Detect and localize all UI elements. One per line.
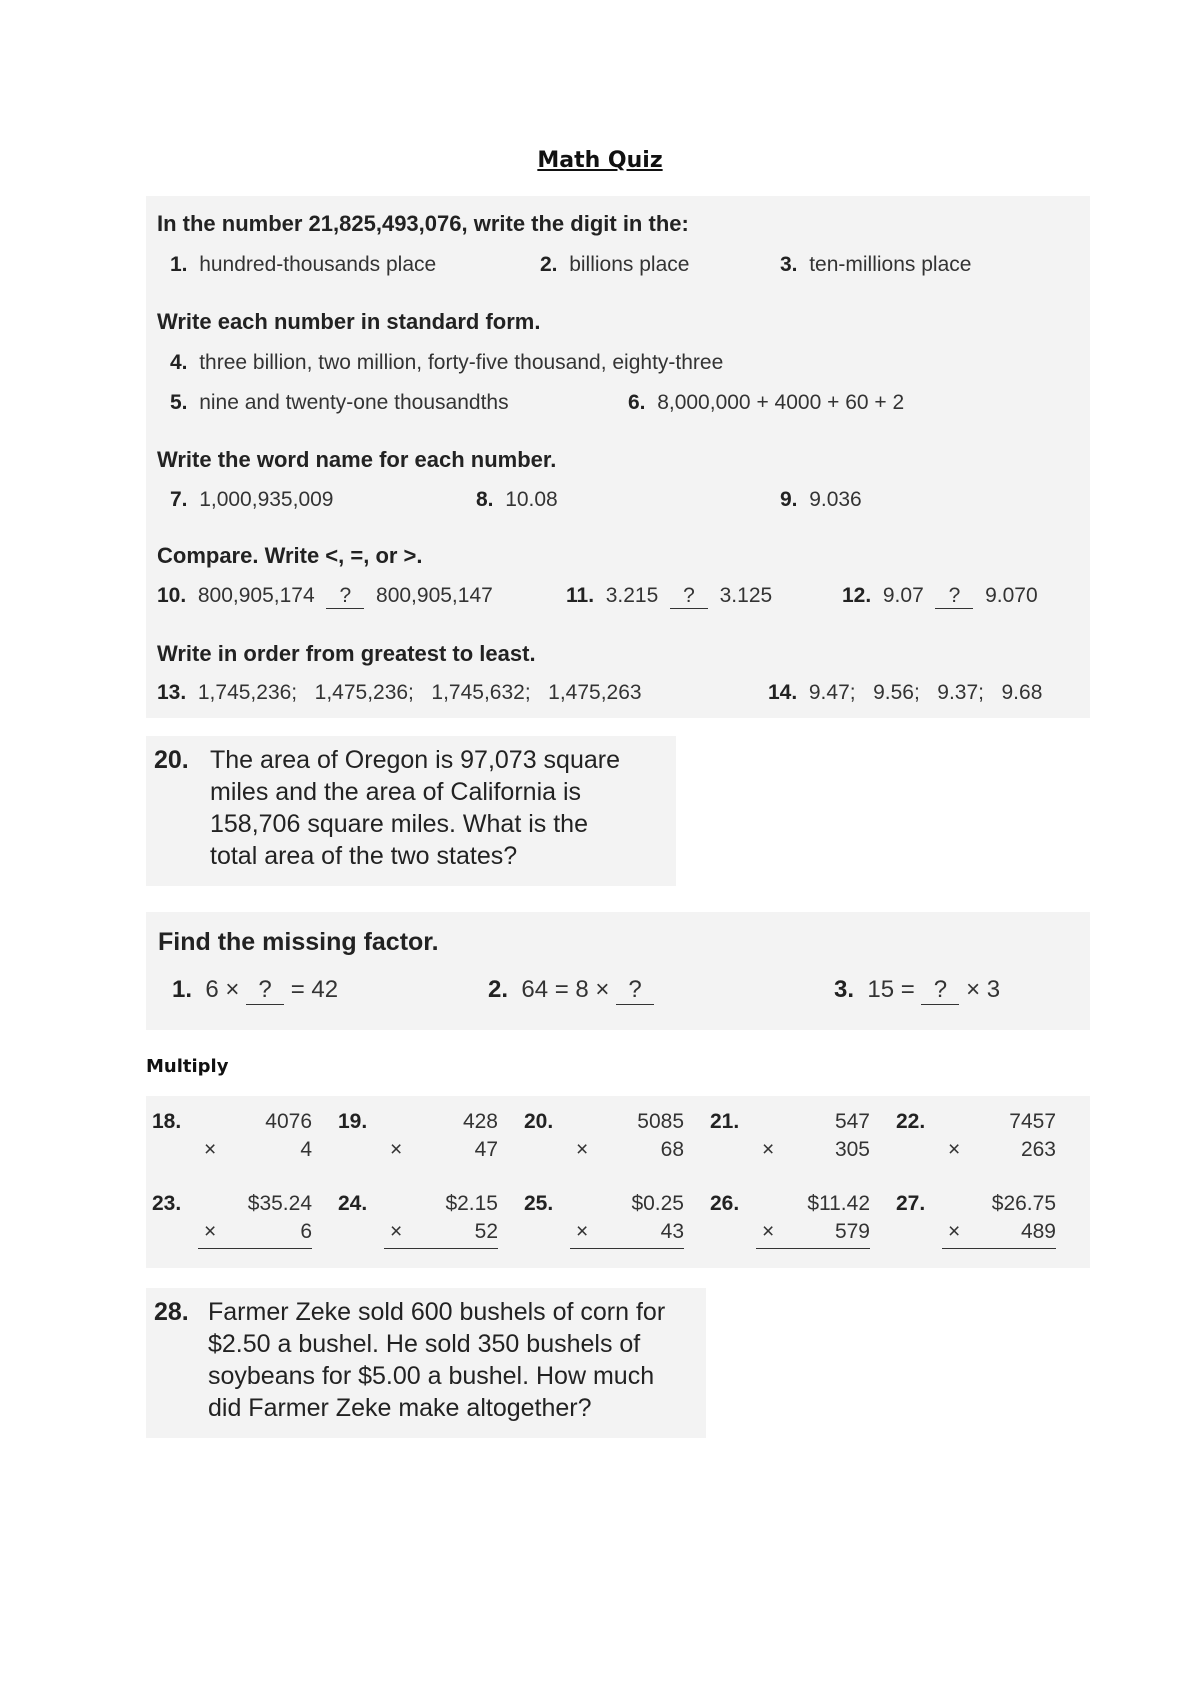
times-sign: × (204, 1220, 217, 1243)
times-sign: × (948, 1220, 961, 1243)
answer-blank: ? (326, 584, 364, 609)
question-text: nine and twenty-one thousandths (199, 391, 509, 414)
question-number: 2. (488, 976, 509, 1003)
compare-left: 9.07 (882, 584, 924, 607)
question-8 (476, 488, 558, 512)
equation-left: 15 = (867, 976, 922, 1003)
multiplicand: $2.15 (445, 1192, 498, 1215)
question-number: 1. (170, 253, 188, 276)
multiply-problem-25 (524, 1192, 684, 1252)
question-number: 11. (566, 584, 595, 607)
multiplicand: 547 (834, 1110, 870, 1133)
compare-right: 800,905,147 (376, 584, 493, 607)
question-number: 20. (524, 1110, 554, 1133)
question-text: The area of Oregon is 97,073 square miles and the area of California is 158,706 square miles. What is the total area of the two states? (210, 746, 620, 870)
compare-left: 3.215 (605, 584, 659, 607)
question-12 (842, 584, 1038, 609)
question-text: ten-millions place (809, 253, 972, 276)
question-6 (628, 391, 904, 415)
question-number: 28. (154, 1298, 189, 1326)
multiply-problem-22 (896, 1110, 1056, 1170)
factor-question-1 (172, 976, 338, 1005)
multiplier: 4 (300, 1138, 312, 1161)
question-number: 26. (710, 1192, 740, 1215)
question-text: 9.036 (809, 488, 862, 511)
question-number: 21. (710, 1110, 740, 1133)
times-sign: × (762, 1220, 775, 1243)
question-number: 3. (780, 253, 798, 276)
equation-left: 6 × (205, 976, 247, 1003)
equation-left: 64 = 8 × (521, 976, 617, 1003)
question-text: Farmer Zeke sold 600 bushels of corn for $2.50 a bushel. He sold 350 bushels of soybeans for $5.00 a bushel. How much did Farmer Zeke make altogether? (208, 1298, 666, 1422)
answer-blank: ? (921, 976, 959, 1005)
question-text: 1,000,935,009 (199, 488, 334, 511)
multiplicand: $11.42 (807, 1192, 870, 1215)
multiply-problem-27 (896, 1192, 1056, 1252)
times-sign: × (204, 1138, 217, 1161)
multiply-problem-24 (338, 1192, 498, 1252)
question-text: three billion, two million, forty-five thousand, eighty-three (199, 351, 724, 374)
question-number: 22. (896, 1110, 926, 1133)
section2-heading: Write each number in standard form. (157, 309, 541, 334)
times-sign: × (576, 1220, 589, 1243)
question-number: 10. (157, 584, 187, 607)
question-10 (157, 584, 493, 609)
multiplicand: $0.25 (631, 1192, 684, 1215)
question-number: 5. (170, 391, 188, 414)
multiplier: 43 (660, 1220, 684, 1243)
question-14 (768, 681, 1042, 705)
answer-blank: ? (935, 584, 973, 609)
question-number: 3. (834, 976, 855, 1003)
question-5 (170, 391, 509, 415)
question-number: 4. (170, 351, 188, 374)
question-number: 9. (780, 488, 798, 511)
multiply-problem-18 (152, 1110, 312, 1170)
section5-heading: Write in order from greatest to least. (157, 641, 536, 666)
times-sign: × (390, 1138, 403, 1161)
multiplier: 305 (834, 1138, 870, 1161)
question-text: billions place (569, 253, 690, 276)
times-sign: × (762, 1138, 775, 1161)
section4-heading: Compare. Write <, =, or >. (157, 543, 423, 568)
times-sign: × (576, 1138, 589, 1161)
multiplier: 579 (834, 1220, 870, 1243)
question-9 (780, 488, 862, 512)
multiply-problem-19 (338, 1110, 498, 1170)
answer-blank: ? (246, 976, 284, 1005)
times-sign: × (948, 1138, 961, 1161)
multiplicand: $26.75 (991, 1192, 1056, 1215)
section3-heading: Write the word name for each number. (157, 447, 557, 472)
multiply-problem-26 (710, 1192, 870, 1252)
factor-question-3 (834, 976, 1000, 1005)
question-number: 24. (338, 1192, 368, 1215)
question-text: 10.08 (505, 488, 558, 511)
question-4 (170, 351, 723, 375)
answer-blank: ? (670, 584, 708, 609)
question-number: 6. (628, 391, 646, 414)
compare-left: 800,905,174 (197, 584, 315, 607)
factor-heading: Find the missing factor. (158, 928, 439, 956)
question-number: 13. (157, 681, 187, 704)
multiply-label: Multiply (146, 1056, 229, 1077)
multiplier: 489 (1020, 1220, 1056, 1243)
multiplicand: $35.24 (247, 1192, 312, 1215)
question-number: 1. (172, 976, 193, 1003)
word-problem-20 (154, 744, 674, 872)
question-2 (540, 253, 689, 277)
question-number: 27. (896, 1192, 926, 1215)
question-number: 7. (170, 488, 188, 511)
answer-blank: ? (616, 976, 654, 1005)
multiplier: 52 (474, 1220, 498, 1243)
question-7 (170, 488, 333, 512)
question-number: 25. (524, 1192, 554, 1215)
question-number: 19. (338, 1110, 368, 1133)
question-number: 14. (768, 681, 798, 704)
multiplicand: 428 (462, 1110, 498, 1133)
multiplicand: 5085 (637, 1110, 684, 1133)
question-text: 1,745,236; 1,475,236; 1,745,632; 1,475,263 (197, 681, 642, 704)
multiplier: 47 (474, 1138, 498, 1161)
multiplier: 68 (660, 1138, 684, 1161)
multiplier: 263 (1020, 1138, 1056, 1161)
question-number: 18. (152, 1110, 182, 1133)
question-number: 12. (842, 584, 872, 607)
compare-right: 3.125 (719, 584, 773, 607)
multiplicand: 7457 (1009, 1110, 1056, 1133)
question-text: 9.47; 9.56; 9.37; 9.68 (808, 681, 1043, 704)
question-text: 8,000,000 + 4000 + 60 + 2 (657, 391, 905, 414)
times-sign: × (390, 1220, 403, 1243)
question-13 (157, 681, 642, 705)
multiplier: 6 (300, 1220, 312, 1243)
multiply-problem-23 (152, 1192, 312, 1252)
question-number: 8. (476, 488, 494, 511)
compare-right: 9.070 (985, 584, 1038, 607)
multiply-problem-20 (524, 1110, 684, 1170)
question-3 (780, 253, 971, 277)
multiply-problem-21 (710, 1110, 870, 1170)
question-1 (170, 253, 436, 277)
equation-right: = 42 (284, 976, 339, 1003)
word-problem-28 (154, 1296, 704, 1424)
question-number: 2. (540, 253, 558, 276)
page-title: Math Quiz (537, 148, 663, 173)
factor-question-2 (488, 976, 654, 1005)
question-11 (566, 584, 772, 609)
multiplicand: 4076 (265, 1110, 312, 1133)
question-number: 23. (152, 1192, 182, 1215)
equation-right: × 3 (959, 976, 1001, 1003)
question-number: 20. (154, 746, 189, 774)
section1-heading: In the number 21,825,493,076, write the digit in the: (157, 211, 689, 236)
question-text: hundred-thousands place (199, 253, 437, 276)
